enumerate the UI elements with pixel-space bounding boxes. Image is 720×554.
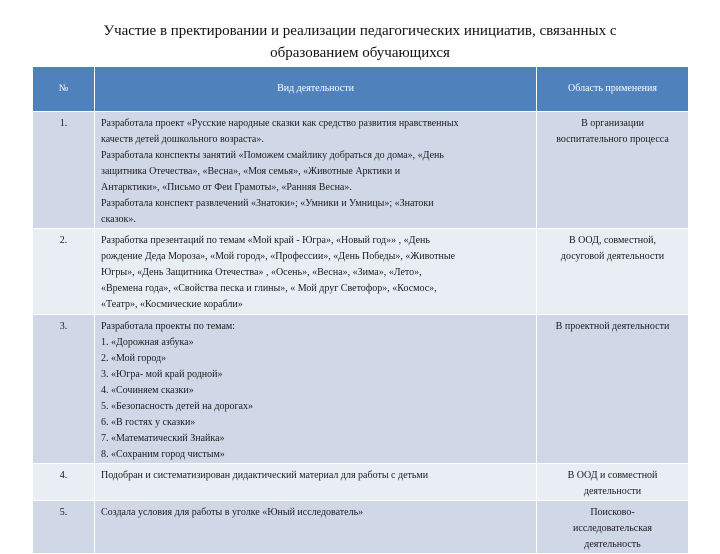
row-number: 4. [33, 464, 95, 501]
area-line: В ООД, совместной, [569, 235, 656, 246]
area-line: деятельность [584, 539, 641, 550]
area-line: В ООД и совместной [567, 470, 658, 481]
activity-line: 3. «Югра- мой край родной» [101, 369, 223, 380]
row-activity [95, 501, 537, 554]
row-activity [95, 112, 537, 229]
activity-line: качеств детей дошкольного возраста». [101, 134, 264, 145]
row-area [537, 229, 689, 315]
activity-line: 5. «Безопасность детей на дорогах» [101, 401, 253, 412]
area-line: воспитательного процесса [556, 134, 669, 145]
row-number: 3. [33, 315, 95, 464]
row-number: 1. [33, 112, 95, 229]
area-line: исследовательская [573, 523, 652, 534]
table-header-row [33, 67, 689, 112]
activity-line: Подобран и систематизирован дидактический материал для работы с детьми [101, 470, 429, 481]
activity-line: защитника Отечества», «Весна», «Моя семья», «Животные Арктики и [101, 166, 401, 177]
activity-line: Создала условия для работы в уголке «Юный исследователь» [101, 507, 364, 518]
activity-line: 2. «Мой город» [101, 353, 167, 364]
row-area [537, 315, 689, 464]
activity-line: «Времена года», «Свойства песка и глины», « Мой друг Светофор», «Космос», [101, 283, 437, 294]
table-row [33, 464, 689, 501]
activity-line: 8. «Сохраним город чистым» [101, 449, 225, 460]
row-number: 2. [33, 229, 95, 315]
area-line: В организации [581, 118, 644, 129]
area-line: В проектной деятельности [555, 321, 670, 332]
activity-line: рождение Деда Мороза», «Мой город», «Профессии», «День Победы», «Животные [101, 251, 456, 262]
activity-line: «Театр», «Космические корабли» [101, 299, 243, 310]
header-activity: Вид деятельности [95, 67, 537, 112]
activity-line: сказок». [101, 214, 136, 225]
row-activity [95, 315, 537, 464]
activity-line: 4. «Сочиняем сказки» [101, 385, 194, 396]
row-activity [95, 464, 537, 501]
activity-line: Разработала проект «Русские народные сказки как средство развития нравственных [101, 118, 459, 129]
row-area [537, 464, 689, 501]
activity-line: Югры», «День Защитника Отечества» , «Осень», «Весна», «Зима», «Лето», [101, 267, 422, 278]
row-number: 5. [33, 501, 95, 554]
area-line: Поисково- [590, 507, 635, 518]
header-area: Область применения [537, 67, 689, 112]
title-line-2: образованием обучающихся [270, 45, 450, 61]
activity-line: 7. «Математический Знайка» [101, 433, 225, 444]
activity-line: 1. «Дорожная азбука» [101, 337, 194, 348]
activities-table [32, 66, 689, 554]
page-title [40, 20, 680, 64]
activity-line: Разработала конспекты занятий «Поможем смайлику добраться до дома», «День [101, 150, 444, 161]
title-line-1: Участие в пректировании и реализации педагогических инициатив, связанных с [103, 23, 617, 39]
activity-line: Разработала конспект развлечений «Знатоки»; «Умники и Умницы»; «Знатоки [101, 198, 434, 209]
table-row [33, 112, 689, 229]
table-row [33, 229, 689, 315]
row-activity [95, 229, 537, 315]
activity-line: Разработка презентаций по темам «Мой край - Югра», «Новый год»» , «День [101, 235, 430, 246]
activity-line: 6. «В гостях у сказки» [101, 417, 196, 428]
activity-line: Антарктики», «Письмо от Феи Грамоты», «Ранняя Весна». [101, 182, 352, 193]
row-area [537, 112, 689, 229]
area-line: досуговой деятельности [560, 251, 665, 262]
header-number: № [33, 67, 95, 112]
activity-line: Разработала проекты по темам: [101, 321, 235, 332]
table-row [33, 315, 689, 464]
row-area [537, 501, 689, 554]
table-row [33, 501, 689, 554]
area-line: деятельности [583, 486, 642, 497]
